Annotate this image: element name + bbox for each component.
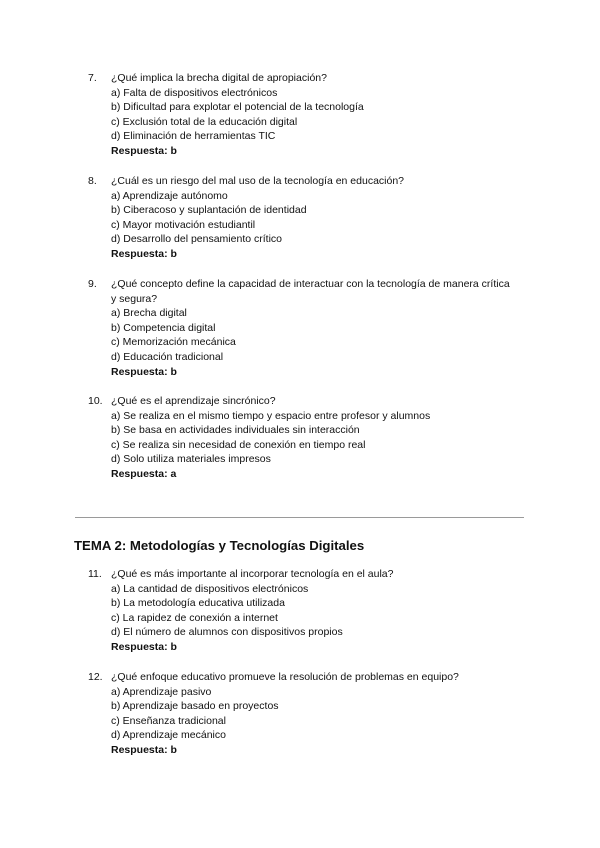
option-list [0, 86, 600, 144]
option-d: d) Eliminación de herramientas TIC [111, 130, 276, 143]
option-d: d) Educación tradicional [111, 350, 224, 363]
question-header [0, 670, 511, 685]
option-c: c) Memorización mecánica [111, 336, 236, 349]
option-d: d) El número de alumnos con dispositivos propios [111, 626, 343, 639]
question-text: ¿Qué implica la brecha digital de apropiación? [111, 72, 327, 84]
option-b: b) Ciberacoso y suplantación de identidad [111, 204, 307, 217]
option-d: d) Aprendizaje mecánico [111, 729, 226, 742]
question-number: 8. [88, 175, 97, 187]
option-b: b) Aprendizaje basado en proyectos [111, 700, 279, 713]
question-header [0, 71, 511, 86]
answer-text: Respuesta: a [111, 467, 177, 480]
option-a: a) Aprendizaje autónomo [111, 189, 228, 202]
question-number: 12. [88, 671, 103, 683]
question-text: ¿Qué enfoque educativo promueve la resolución de problemas en equipo? [111, 671, 459, 683]
option-a: a) Falta de dispositivos electrónicos [111, 86, 278, 99]
option-list [0, 685, 600, 743]
option-d: d) Desarrollo del pensamiento crítico [111, 233, 282, 246]
answer-text: Respuesta: b [111, 743, 177, 756]
option-c: c) Mayor motivación estudiantil [111, 218, 256, 231]
question-header [0, 277, 511, 306]
option-c: c) Se realiza sin necesidad de conexión en tiempo real [111, 438, 366, 451]
section-divider [75, 517, 524, 518]
option-c: c) Exclusión total de la educación digital [111, 115, 298, 128]
option-list [0, 189, 600, 247]
question-text: ¿Qué es más importante al incorporar tecnología en el aula? [111, 568, 394, 580]
option-list [0, 409, 600, 467]
answer-text: Respuesta: b [111, 247, 177, 260]
option-list [0, 582, 600, 640]
question-header [0, 174, 511, 189]
question-text: ¿Qué concepto define la capacidad de interactuar con la tecnología de manera crítica y segura? [111, 278, 510, 305]
option-d: d) Solo utiliza materiales impresos [111, 453, 271, 466]
question-text: ¿Qué es el aprendizaje sincrónico? [111, 395, 276, 407]
option-list [0, 306, 600, 364]
answer-text: Respuesta: b [111, 144, 177, 157]
question-10 [0, 394, 600, 482]
option-c: c) La rapidez de conexión a internet [111, 611, 278, 624]
question-7 [0, 71, 600, 159]
question-8 [0, 174, 600, 262]
answer-text: Respuesta: b [111, 640, 177, 653]
question-12 [0, 670, 600, 758]
question-number: 7. [88, 72, 97, 84]
question-number: 9. [88, 278, 97, 290]
option-b: b) Competencia digital [111, 321, 216, 334]
question-header [0, 567, 511, 582]
question-11 [0, 567, 600, 655]
option-b: b) La metodología educativa utilizada [111, 597, 285, 610]
section-title: TEMA 2: Metodologías y Tecnologías Digitales [74, 538, 365, 553]
option-a: a) Se realiza en el mismo tiempo y espacio entre profesor y alumnos [111, 409, 431, 422]
question-text: ¿Cuál es un riesgo del mal uso de la tecnología en educación? [111, 175, 405, 187]
question-number: 10. [88, 395, 103, 407]
question-number: 11. [88, 568, 102, 580]
option-c: c) Enseñanza tradicional [111, 714, 226, 727]
option-a: a) La cantidad de dispositivos electrónicos [111, 582, 309, 595]
option-a: a) Brecha digital [111, 307, 187, 320]
option-a: a) Aprendizaje pasivo [111, 685, 212, 698]
answer-text: Respuesta: b [111, 365, 177, 378]
option-b: b) Se basa en actividades individuales sin interacción [111, 424, 360, 437]
option-b: b) Dificultad para explotar el potencial de la tecnología [111, 101, 364, 114]
question-9 [0, 277, 600, 379]
question-header [0, 394, 511, 409]
